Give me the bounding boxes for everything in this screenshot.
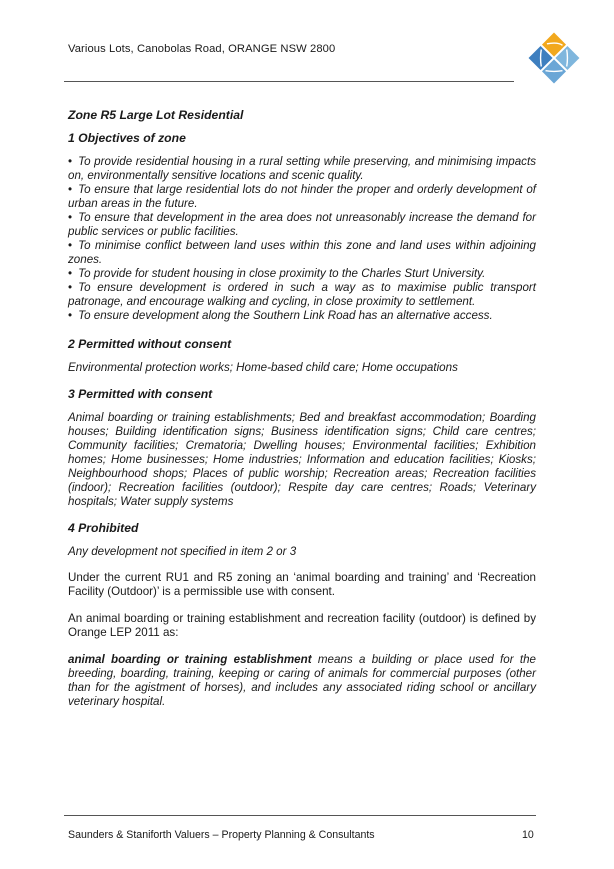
objective-item: • To ensure development along the Southern Link Road has an alternative access. bbox=[68, 309, 493, 322]
definition-paragraph bbox=[68, 653, 536, 709]
prohibited-heading: 4 Prohibited bbox=[68, 521, 139, 535]
objective-item: • To provide residential housing in a rural setting while preserving, and minimising impacts on, environmentally sensitive locations and scenic quality. bbox=[68, 155, 536, 182]
objectives-heading: 1 Objectives of zone bbox=[68, 131, 186, 145]
objective-item: • To provide for student housing in close proximity to the Charles Sturt University. bbox=[68, 267, 486, 280]
objectives-list bbox=[68, 155, 536, 323]
permitted-without-heading: 2 Permitted without consent bbox=[68, 337, 232, 351]
zone-title: Zone R5 Large Lot Residential bbox=[68, 108, 244, 122]
objective-item: • To ensure development is ordered in such a way as to maximise public transport patronage, and encourage walking and cycling, in close proximity to settlement. bbox=[68, 281, 536, 308]
diamond-logo-icon bbox=[526, 30, 582, 86]
header-address: Various Lots, Canobolas Road, ORANGE NSW 2800 bbox=[68, 43, 336, 55]
definition-text: means a building or place used for the breeding, boarding, training, keeping or caring of animals for commercial purposes (other than for the agistment of horses), and includes any associated riding school or ancillary veterinary hospital. bbox=[68, 653, 536, 708]
definition-term: animal boarding or training establishment bbox=[68, 653, 312, 666]
objective-item: • To ensure that large residential lots do not hinder the proper and orderly development of urban areas in the future. bbox=[68, 183, 536, 210]
zoning-paragraph: Under the current RU1 and R5 zoning an ‘animal boarding and training’ and ‘Recreation Facility (Outdoor)’ is a permissible use with consent. bbox=[68, 571, 536, 598]
prohibited-text: Any development not specified in item 2 or 3 bbox=[68, 545, 297, 558]
definition-intro-paragraph: An animal boarding or training establishment and recreation facility (outdoor) is defined by Orange LEP 2011 as: bbox=[68, 612, 536, 639]
objective-item: • To minimise conflict between land uses within this zone and land uses within adjoining zones. bbox=[68, 239, 536, 266]
objective-item: • To ensure that development in the area does not unreasonably increase the demand for public services or public facilities. bbox=[68, 211, 536, 238]
footer-company: Saunders & Staniforth Valuers – Property Planning & Consultants bbox=[68, 829, 375, 841]
header-divider bbox=[64, 81, 514, 82]
permitted-with-text: Animal boarding or training establishments; Bed and breakfast accommodation; Boarding houses; Building identification signs; Business identification signs; Child care centres; Community facilities; Crematoria; Dwelling houses; Environmental facilities; Exhibition homes; Home businesses; Home industries; Information and education facilities; Kiosks; Neighbourhood shops; Places of public worship; Recreation areas; Recreation facilities (indoor); Recreation facilities (outdoor); Respite day care centres; Roads; Veterinary hospitals; Water supply systems bbox=[68, 411, 536, 508]
permitted-without-text: Environmental protection works; Home-based child care; Home occupations bbox=[68, 361, 458, 374]
document-body bbox=[68, 108, 536, 709]
page-number: 10 bbox=[522, 829, 534, 841]
permitted-with-heading: 3 Permitted with consent bbox=[68, 387, 213, 401]
footer-divider bbox=[64, 815, 536, 816]
